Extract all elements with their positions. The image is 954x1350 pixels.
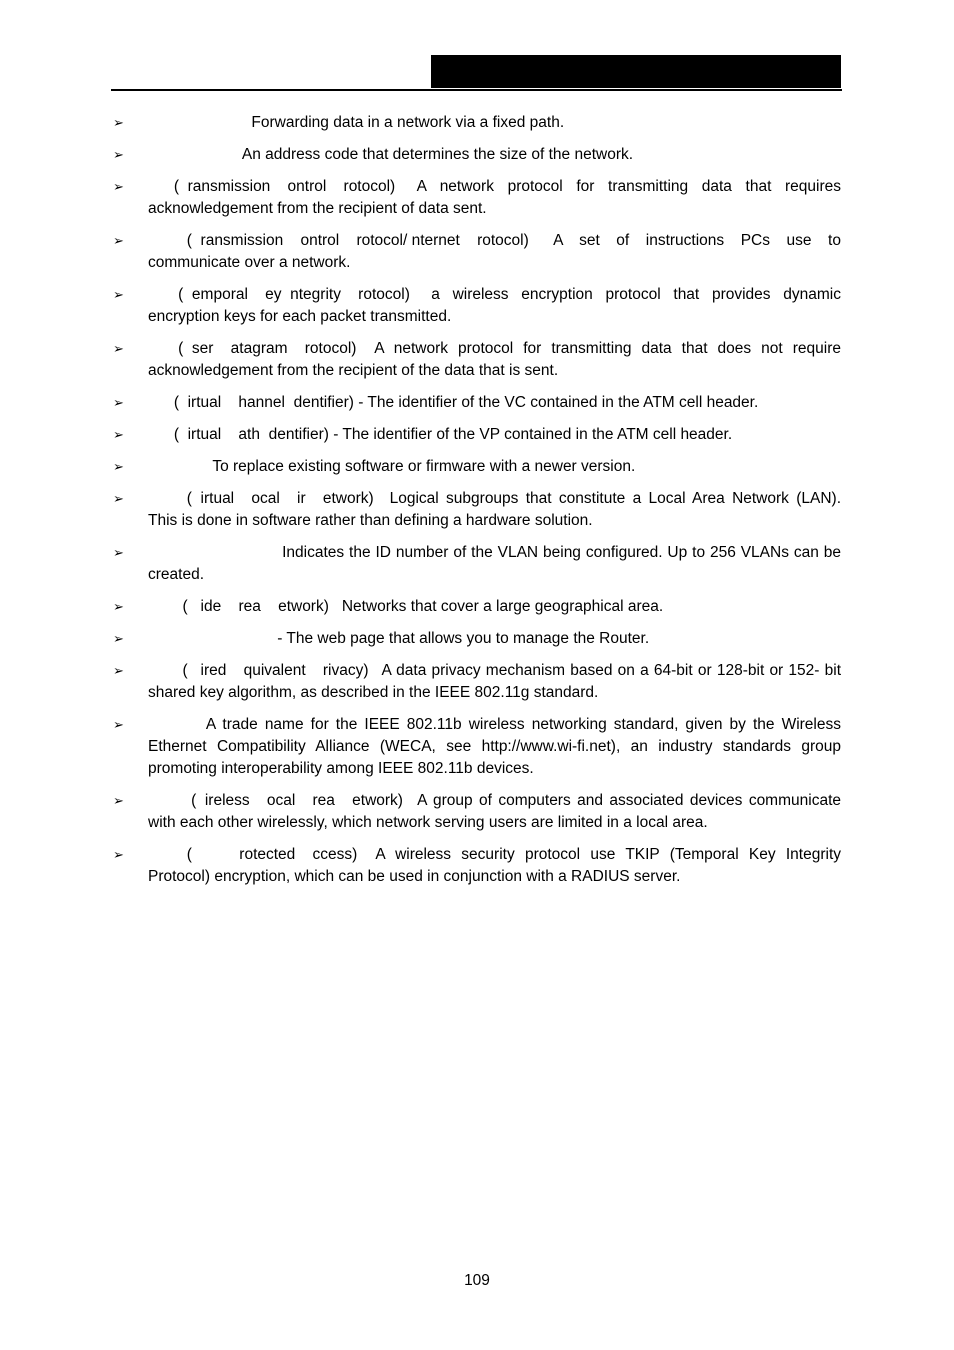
glossary-term: ( emporal ey ntegrity rotocol) [148, 286, 419, 303]
glossary-definition: An address code that determines the size of the network. [241, 146, 634, 163]
glossary-list [113, 112, 841, 898]
page-number: 109 [464, 1272, 490, 1289]
glossary-entry [113, 628, 841, 650]
glossary-definition: Indicates the ID number of the VLAN being configured. Up to 256 VLANs can be created. [148, 544, 841, 583]
glossary-term [148, 628, 273, 650]
glossary-entry [113, 176, 841, 220]
bullet-arrow-icon: ➢ [113, 631, 124, 646]
glossary-term: ( irtual ocal ir etwork) [148, 490, 383, 507]
bullet-arrow-icon: ➢ [113, 793, 124, 808]
bullet-arrow-icon: ➢ [113, 427, 124, 442]
bullet-arrow-icon: ➢ [113, 599, 124, 614]
glossary-definition: - The web page that allows you to manage the Router. [277, 630, 650, 647]
glossary-definition: A trade name for the IEEE 802.11b wireless networking standard, given by the Wireless Ethernet Compatibility Alliance (WECA, see http://www.wi-fi.net), an industry standards group promoting interoperability among IEEE 802.11b devices. [148, 716, 841, 777]
glossary-term [148, 542, 277, 564]
bullet-arrow-icon: ➢ [113, 395, 124, 410]
glossary-term [148, 456, 208, 478]
glossary-definition: a wireless encryption protocol that provides dynamic encryption keys for each packet transmitted. [148, 286, 841, 325]
glossary-definition: A wireless security protocol use TKIP (Temporal Key Integrity Protocol) encryption, which can be used in conjunction with a RADIUS server. [148, 846, 841, 885]
bullet-arrow-icon: ➢ [113, 545, 124, 560]
bullet-arrow-icon: ➢ [113, 179, 124, 194]
glossary-entry [113, 596, 841, 618]
glossary-term [148, 714, 200, 736]
header-rule [111, 89, 842, 91]
glossary-term: ( ireless ocal rea etwork) [148, 792, 412, 809]
glossary-definition: - The identifier of the VP contained in the ATM cell header. [333, 426, 733, 443]
bullet-arrow-icon: ➢ [113, 115, 124, 130]
bullet-arrow-icon: ➢ [113, 459, 124, 474]
glossary-term: ( ired quivalent rivacy) [148, 662, 378, 679]
glossary-definition: To replace existing software or firmware with a newer version. [212, 458, 636, 475]
glossary-term: ( ide rea etwork) [148, 598, 338, 615]
glossary-definition: A network protocol for transmitting data that requires acknowledgement from the recipient of data sent. [148, 178, 842, 217]
glossary-entry [113, 112, 841, 134]
glossary-definition: A group of computers and associated devices communicate with each other wirelessly, which network serving users are limited in a local area. [148, 792, 841, 831]
bullet-arrow-icon: ➢ [113, 233, 124, 248]
bullet-arrow-icon: ➢ [113, 287, 124, 302]
glossary-definition: Logical subgroups that constitute a Local Area Network (LAN). This is done in software rather than defining a hardware solution. [148, 490, 842, 529]
glossary-definition: - The identifier of the VC contained in the ATM cell header. [358, 394, 759, 411]
glossary-entry [113, 392, 841, 414]
glossary-term: ( irtual ath dentifier) [148, 426, 329, 443]
header-bar [431, 55, 841, 88]
glossary-entry [113, 338, 841, 382]
glossary-definition: Networks that cover a large geographical area. [341, 598, 664, 615]
glossary-entry [113, 144, 841, 166]
glossary-entry [113, 542, 841, 586]
glossary-entry [113, 456, 841, 478]
bullet-arrow-icon: ➢ [113, 147, 124, 162]
glossary-entry [113, 488, 841, 532]
glossary-term: ( irtual hannel dentifier) [148, 394, 354, 411]
glossary-entry [113, 660, 841, 704]
bullet-arrow-icon: ➢ [113, 847, 124, 862]
bullet-arrow-icon: ➢ [113, 491, 124, 506]
bullet-arrow-icon: ➢ [113, 663, 124, 678]
glossary-definition: A network protocol for transmitting data that does not require acknowledgement from the recipient of the data that is sent. [148, 340, 841, 379]
glossary-term: ( rotected ccess) [148, 846, 366, 863]
glossary-entry [113, 714, 841, 780]
glossary-entry [113, 790, 841, 834]
glossary-entry [113, 424, 841, 446]
glossary-term: ( ser atagram rotocol) [148, 340, 366, 357]
glossary-entry [113, 230, 841, 274]
glossary-definition: A set of instructions PCs use to communicate over a network. [148, 232, 841, 271]
glossary-definition: Forwarding data in a network via a fixed path. [251, 114, 565, 131]
glossary-term [148, 144, 238, 166]
bullet-arrow-icon: ➢ [113, 717, 124, 732]
bullet-arrow-icon: ➢ [113, 341, 124, 356]
glossary-term: ( ransmission ontrol rotocol/ nternet rotocol) [148, 232, 538, 249]
glossary-term: ( ransmission ontrol rotocol) [148, 178, 404, 195]
glossary-entry [113, 844, 841, 888]
glossary-definition: A data privacy mechanism based on a 64-bit or 128-bit or 152- bit shared key algorithm, as described in the IEEE 802.11g standard. [148, 662, 841, 701]
glossary-term [148, 112, 247, 134]
glossary-entry [113, 284, 841, 328]
